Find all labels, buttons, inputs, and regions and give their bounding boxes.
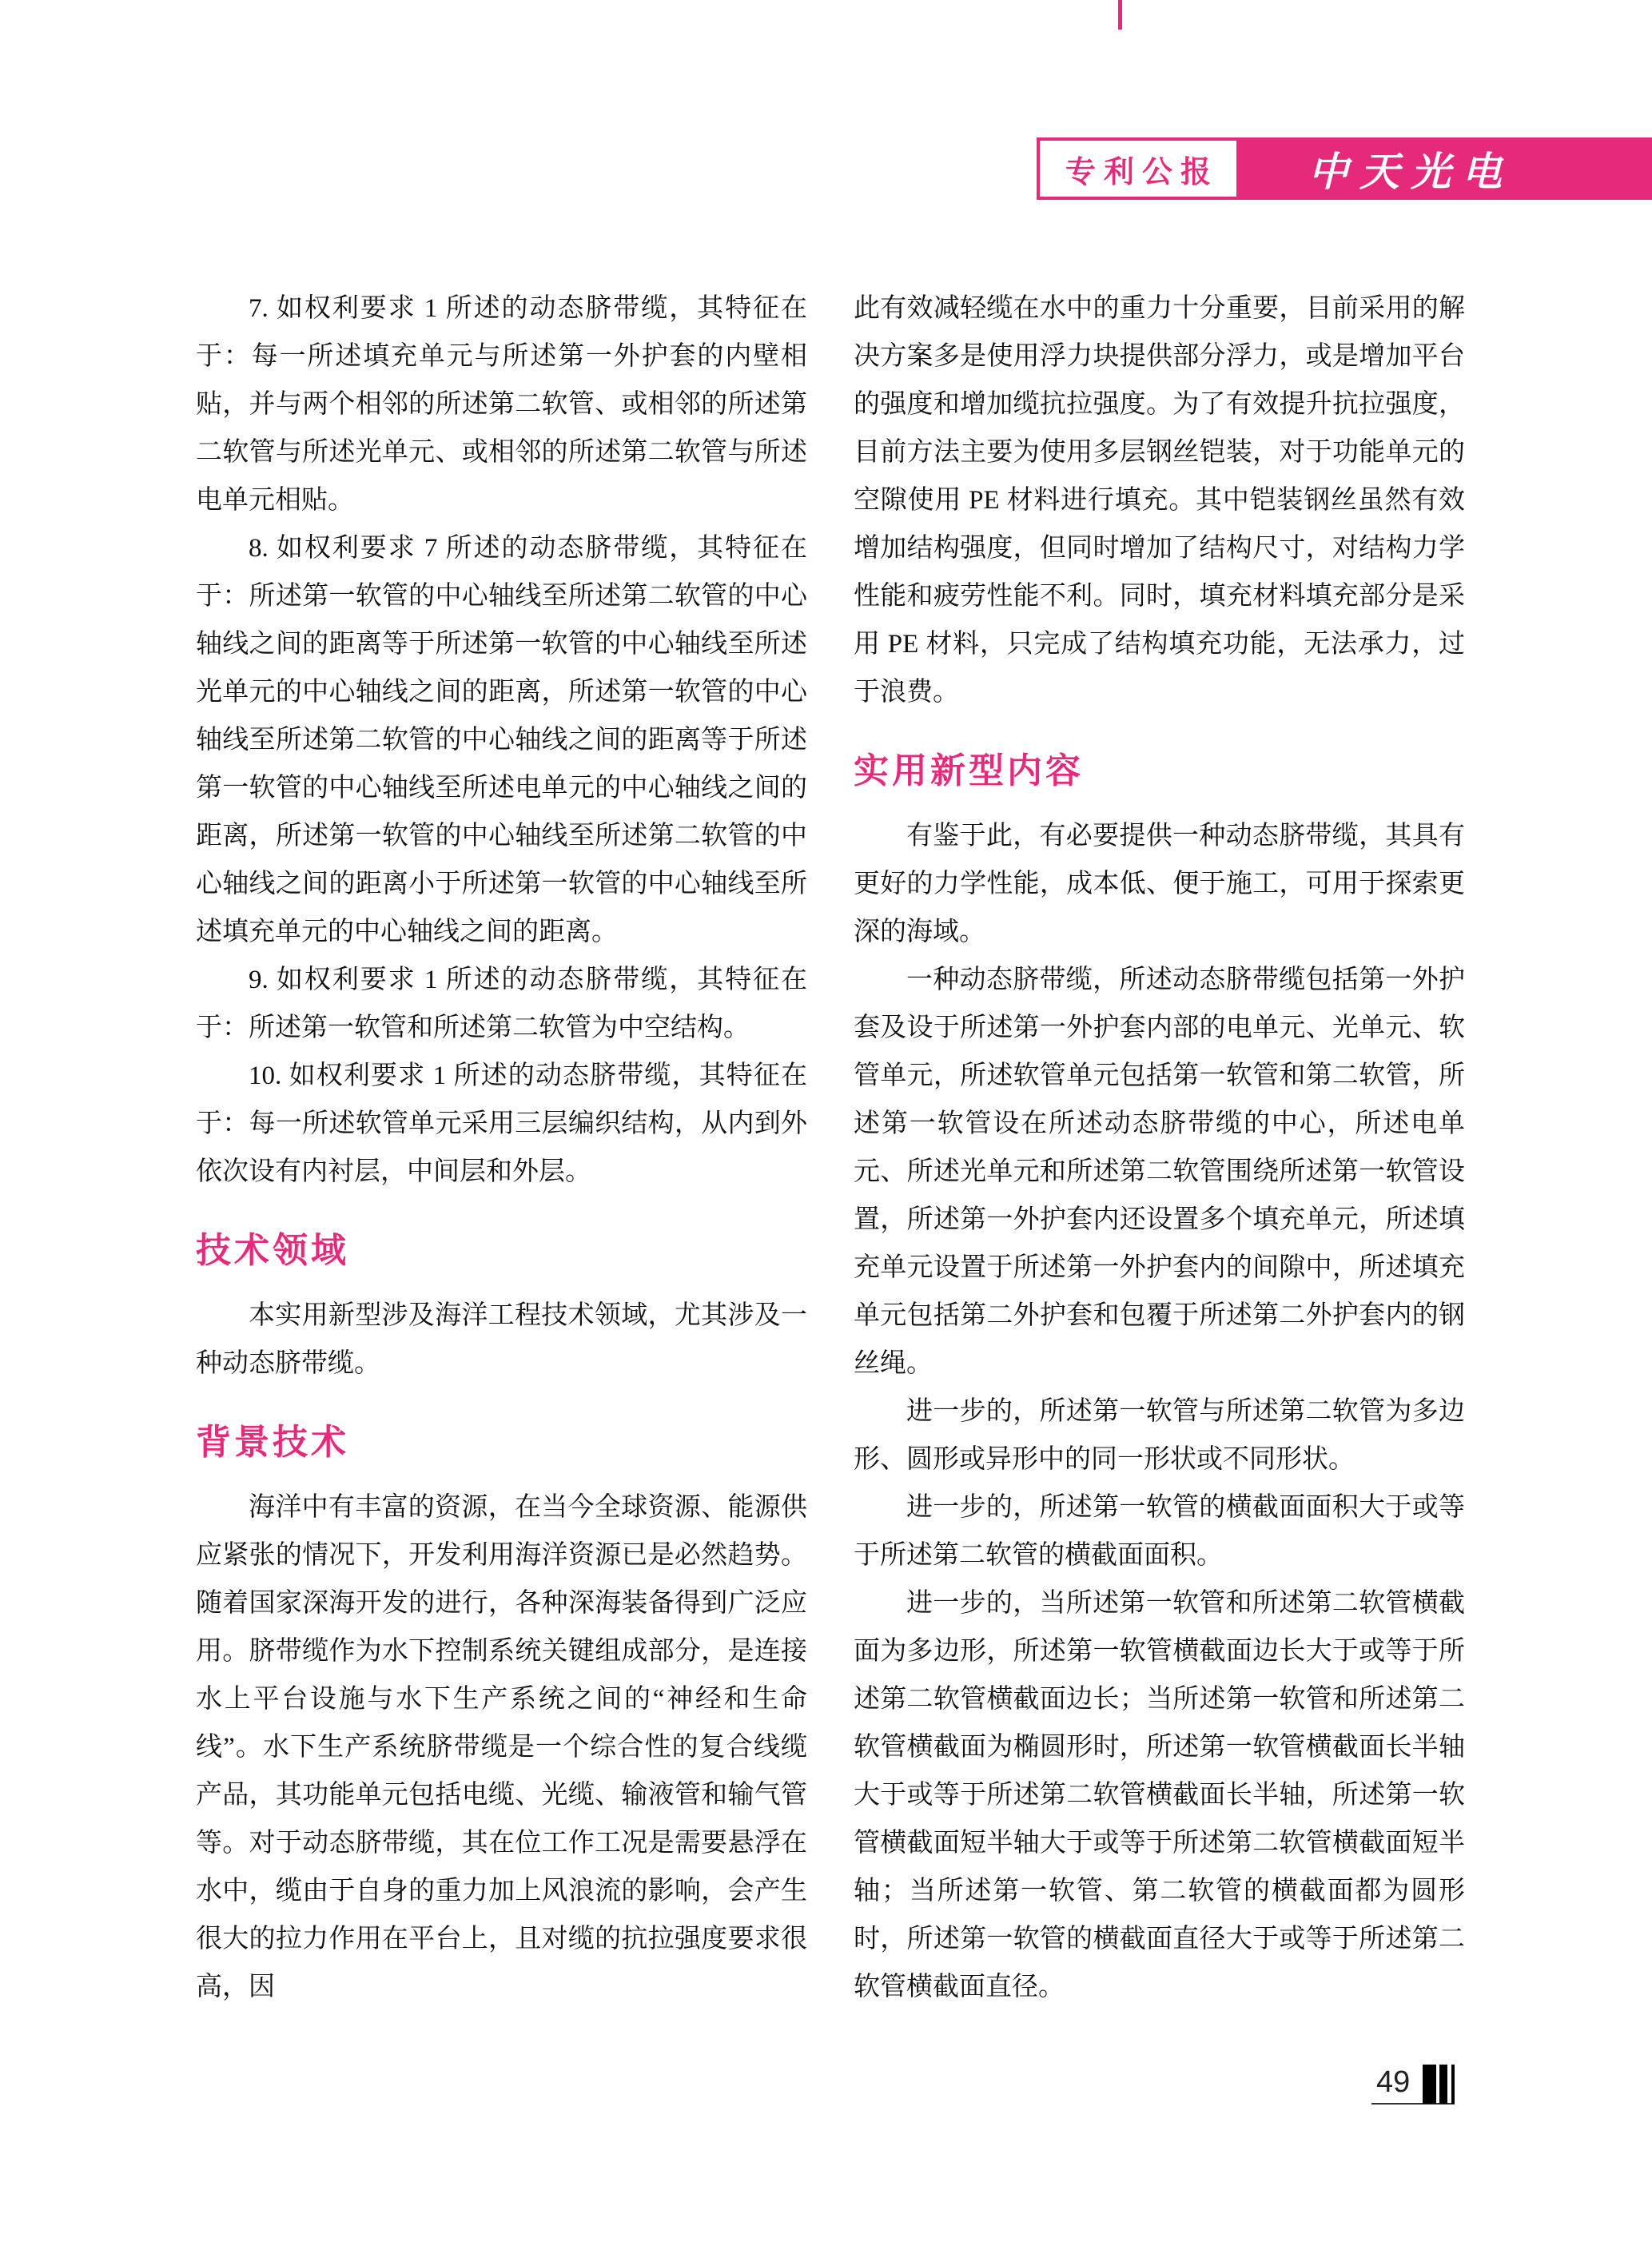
- claim-9: 9. 如权利要求 1 所述的动态脐带缆，其特征在于：所述第一软管和所述第二软管为中空结构。: [196, 966, 807, 1042]
- left-text-column: [196, 285, 807, 2011]
- section-heading-utility-model-content: 实用新型内容: [854, 751, 1084, 790]
- background-art-paragraph: 海洋中有丰富的资源，在当今全球资源、能源供应紧张的情况下，开发利用海洋资源已是必然趋势。随着国家深海开发的进行，各种深海装备得到广泛应用。脐带缆作为水下控制系统关键组成部分，是连接水上平台设施与水下生产系统之间的“神经和生命线”。水下生产系统脐带缆是一个综合性的复合线缆产品，其功能单元包括电缆、光缆、输液管和输气管等。对于动态脐带缆，其在位工作工况是需要悬浮在水中，缆由于自身的重力加上风浪流的影响，会产生很大的拉力作用在平台上，且对缆的抗拉强度要求很高，因: [196, 1493, 807, 2001]
- claim-10: 10. 如权利要求 1 所述的动态脐带缆，其特征在于：每一所述软管单元采用三层编织结构，从内到外依次设有内衬层，中间层和外层。: [196, 1061, 807, 1186]
- utility-model-paragraph-1: 有鉴于此，有必要提供一种动态脐带缆，其具有更好的力学性能，成本低、便于施工，可用于探索更深的海域。: [854, 822, 1465, 946]
- brand-logo-text: 中天光电: [1308, 149, 1513, 194]
- right-text-column: [854, 285, 1465, 2011]
- technical-field-paragraph: 本实用新型涉及海洋工程技术领域，尤其涉及一种动态脐带缆。: [196, 1301, 807, 1378]
- background-art-continued-paragraph: 此有效减轻缆在水中的重力十分重要，目前采用的解决方案多是使用浮力块提供部分浮力，或是增加平台的强度和增加缆抗拉强度。为了有效提升抗拉强度，目前方法主要为使用多层钢丝铠装，对于功能单元的空隙使用 PE 材料进行填充。其中铠装钢丝虽然有效增加结构强度，但同时增加了结构尺寸，对结构力学性能和疲劳性能不利。同时，填充材料填充部分是采用 PE 材料，只完成了结构填充功能，无法承力，过于浪费。: [854, 294, 1465, 707]
- utility-model-paragraph-3: 进一步的，所述第一软管与所述第二软管为多边形、圆形或异形中的同一形状或不同形状。: [854, 1397, 1465, 1474]
- utility-model-paragraph-2: 一种动态脐带缆，所述动态脐带缆包括第一外护套及设于所述第一外护套内部的电单元、光单元、软管单元，所述软管单元包括第一软管和第二软管，所述第一软管设在所述动态脐带缆的中心，所述电单元、所述光单元和所述第二软管围绕所述第一软管设置，所述第一外护套内还设置多个填充单元，所述填充单元设置于所述第一外护套内的间隙中，所述填充单元包括第二外护套和包覆于所述第二外护套内的钢丝绳。: [854, 966, 1465, 1378]
- claim-8: 8. 如权利要求 7 所述的动态脐带缆，其特征在于：所述第一软管的中心轴线至所述第二软管的中心轴线之间的距离等于所述第一软管的中心轴线至所述光单元的中心轴线之间的距离，所述第一软管的中心轴线至所述第二软管的中心轴线之间的距离等于所述第一软管的中心轴线至所述电单元的中心轴线之间的距离，所述第一软管的中心轴线至所述第二软管的中心轴线之间的距离小于所述第一软管的中心轴线至所述填充单元的中心轴线之间的距离。: [196, 534, 807, 946]
- header-brand-banner: [1240, 137, 1652, 200]
- header-badge-patent-gazette: [1037, 137, 1240, 200]
- claim-7: 7. 如权利要求 1 所述的动态脐带缆，其特征在于：每一所述填充单元与所述第一外护套的内壁相贴，并与两个相邻的所述第二软管、或相邻的所述第二软管与所述光单元、或相邻的所述第二软管与所述电单元相贴。: [196, 294, 807, 515]
- header-badge-label: 专利公报: [1065, 155, 1219, 189]
- page-number-bars-icon: [1423, 2065, 1436, 2104]
- page-number-bars-icon: [1451, 2065, 1455, 2104]
- section-heading-technical-field: 技术领域: [196, 1231, 349, 1270]
- section-heading-background-art: 背景技术: [196, 1423, 349, 1462]
- utility-model-paragraph-4: 进一步的，所述第一软管的横截面面积大于或等于所述第二软管的横截面面积。: [854, 1493, 1465, 1570]
- page-number: 49: [1376, 2065, 1411, 2099]
- page-number-bars-icon: [1439, 2065, 1447, 2104]
- top-registration-mark: [1118, 0, 1122, 30]
- utility-model-paragraph-5: 进一步的，当所述第一软管和所述第二软管横截面为多边形，所述第一软管横截面边长大于或等于所述第二软管横截面边长；当所述第一软管和所述第二软管横截面为椭圆形时，所述第一软管横截面长半轴大于或等于所述第二软管横截面长半轴，所述第一软管横截面短半轴大于或等于所述第二软管横截面短半轴；当所述第一软管、第二软管的横截面都为圆形时，所述第一软管的横截面直径大于或等于所述第二软管横截面直径。: [854, 1589, 1465, 2001]
